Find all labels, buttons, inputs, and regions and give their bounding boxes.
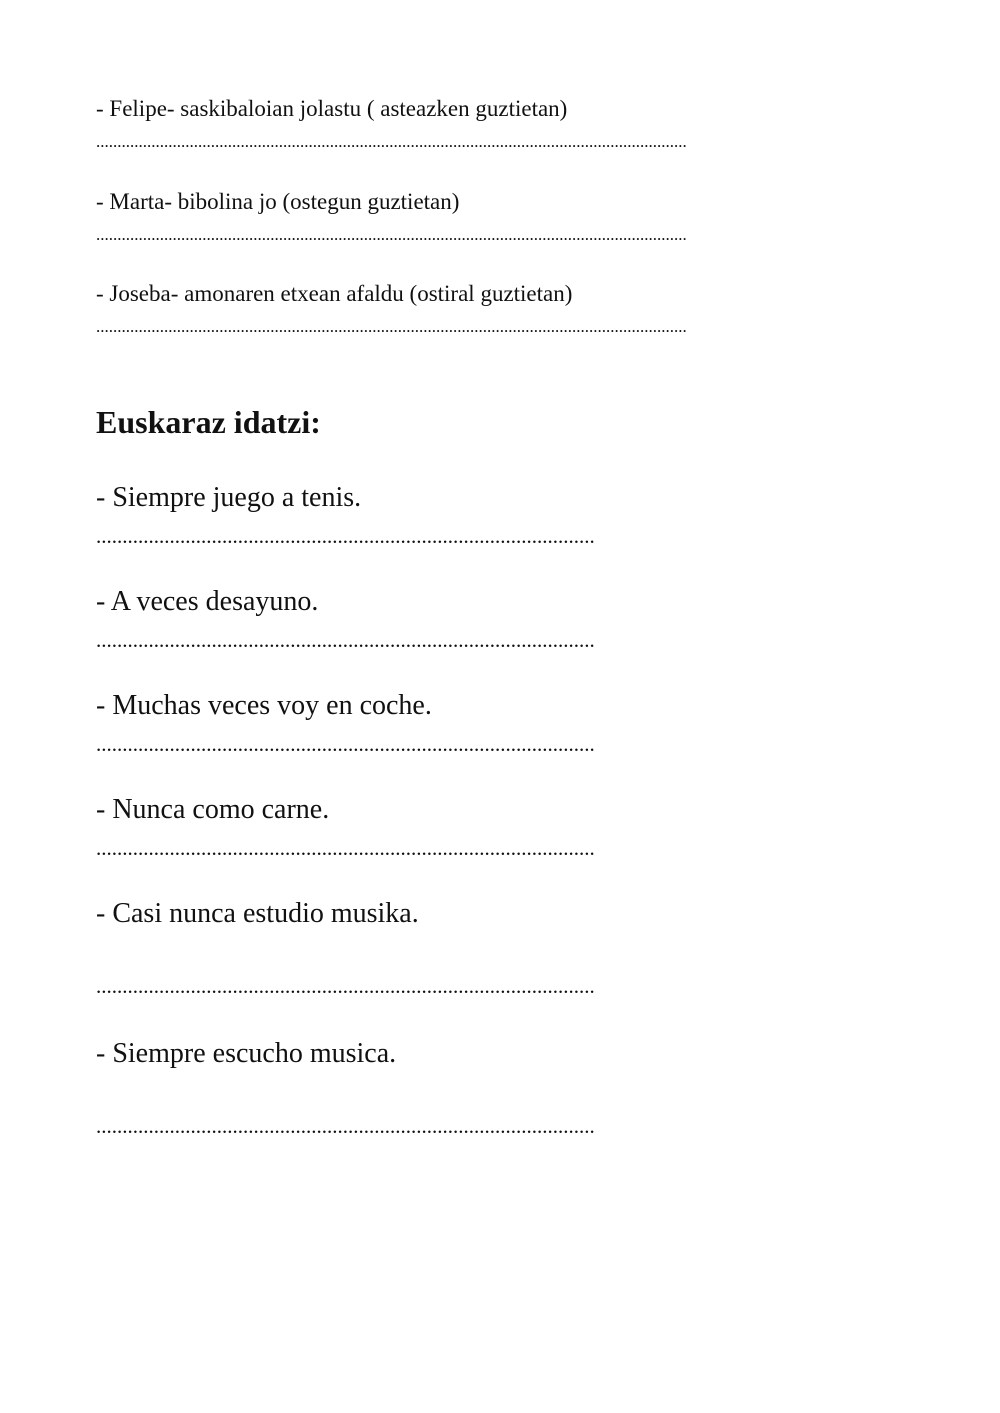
answer-line-tenis[interactable]: ...............................................................................................: [96, 524, 595, 548]
exercise-prompt-desayuno: - A veces desayuno.: [96, 586, 319, 617]
exercise-prompt-musika: - Casi nunca estudio musika.: [96, 898, 419, 929]
answer-line-marta[interactable]: ...........................................................................................................................................: [96, 225, 687, 244]
exercise-prompt-coche: - Muchas veces voy en coche.: [96, 690, 432, 721]
exercise-prompt-felipe: - Felipe- saskibaloian jolastu ( asteazken guztietan): [96, 96, 568, 121]
answer-line-joseba[interactable]: ...........................................................................................................................................: [96, 317, 687, 336]
exercise-prompt-marta: - Marta- bibolina jo (ostegun guztietan): [96, 189, 460, 214]
answer-line-carne[interactable]: ...............................................................................................: [96, 836, 595, 860]
exercise-prompt-joseba: - Joseba- amonaren etxean afaldu (ostiral guztietan): [96, 281, 573, 306]
exercise-prompt-carne: - Nunca como carne.: [96, 794, 330, 825]
exercise-prompt-musica: - Siempre escucho musica.: [96, 1038, 397, 1069]
answer-line-musika[interactable]: ...............................................................................................: [96, 974, 595, 998]
section-heading: Euskaraz idatzi:: [96, 404, 321, 440]
answer-line-felipe[interactable]: ...........................................................................................................................................: [96, 132, 687, 151]
exercise-prompt-tenis: - Siempre juego a tenis.: [96, 482, 362, 513]
answer-line-coche[interactable]: ...............................................................................................: [96, 732, 595, 756]
answer-line-desayuno[interactable]: ...............................................................................................: [96, 628, 595, 652]
answer-line-musica[interactable]: ...............................................................................................: [96, 1114, 595, 1138]
